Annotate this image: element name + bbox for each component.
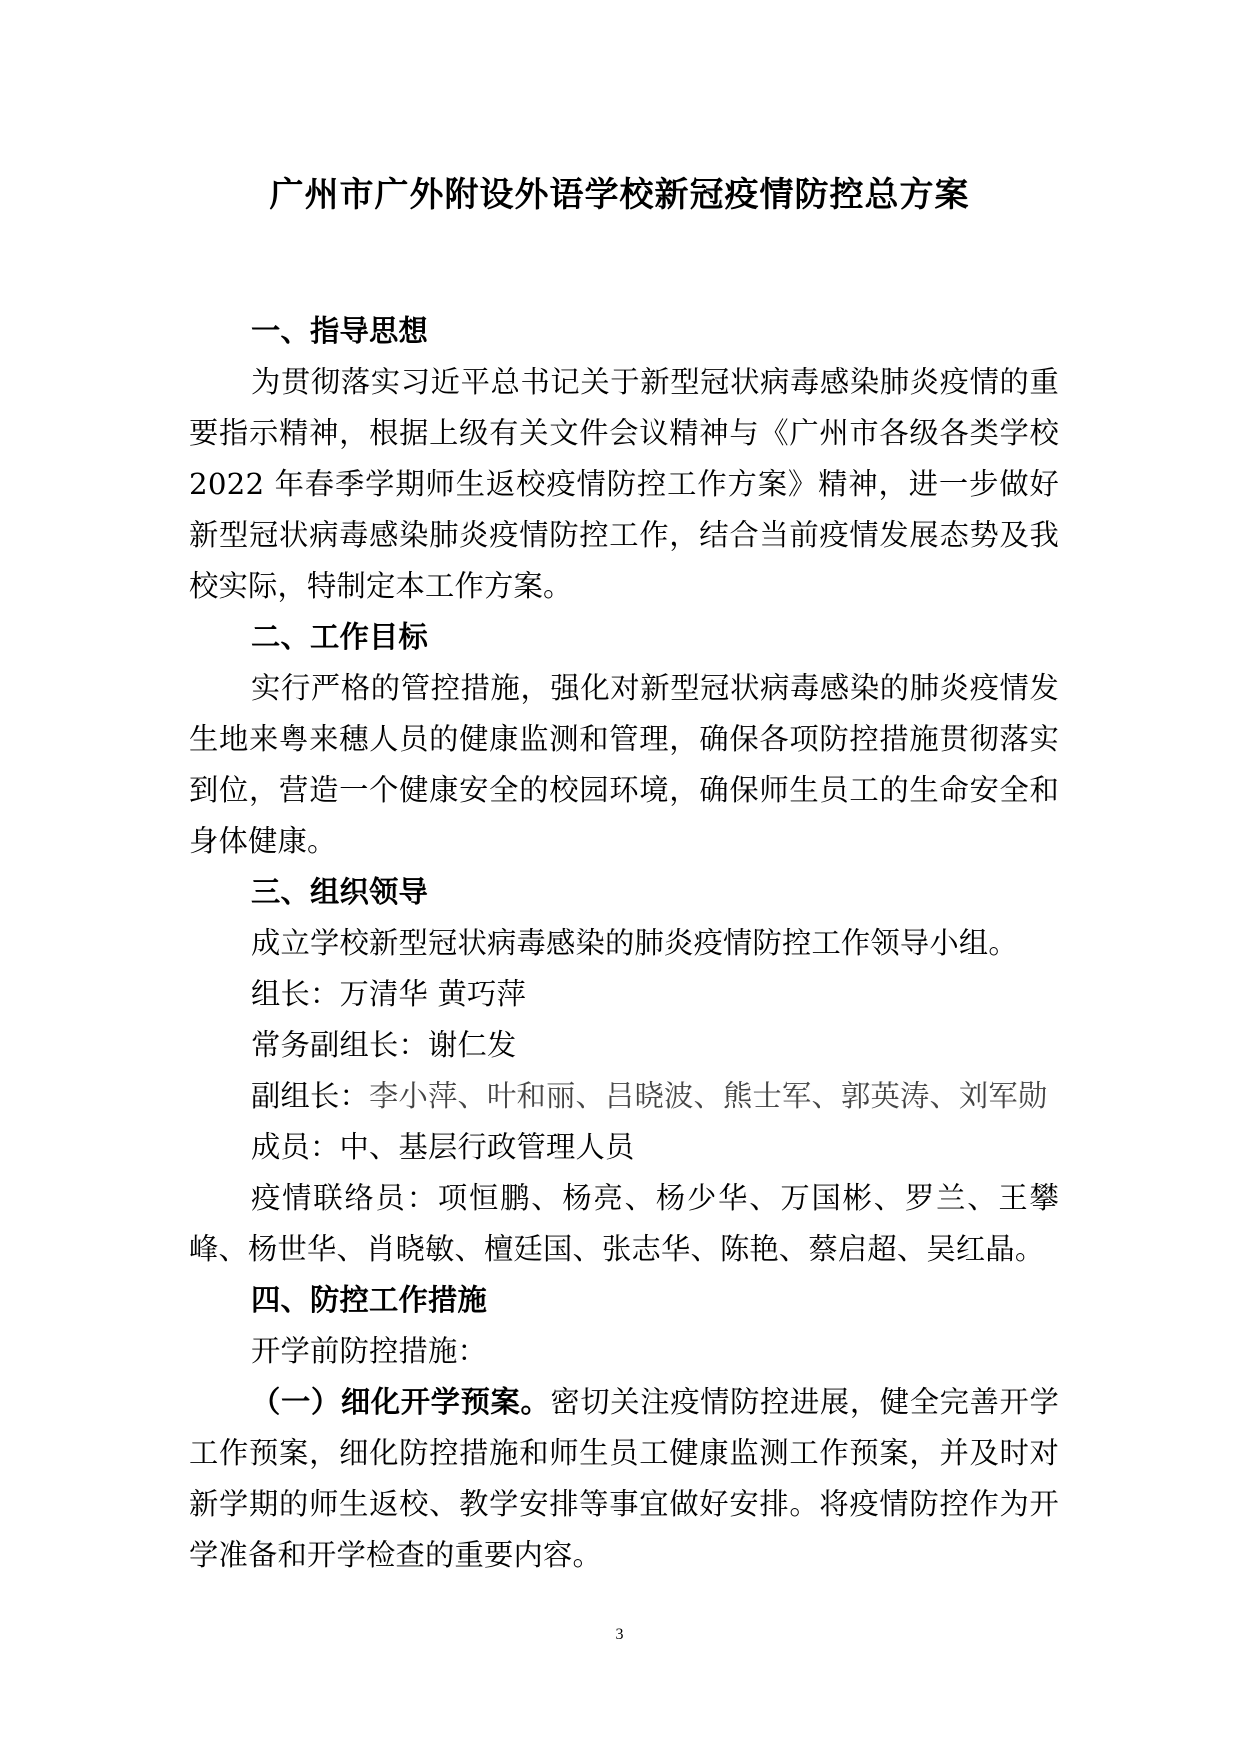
measures-subheading: 开学前防控措施：	[251, 1334, 487, 1368]
members-line	[189, 1122, 1059, 1173]
members-label: 成员：	[251, 1130, 340, 1164]
executive-deputy-label: 常务副组长：	[251, 1028, 428, 1062]
deputy-names: 李小萍、叶和丽、吕晓波、熊士军、郭英涛、刘军勋	[369, 1079, 1048, 1113]
section-heading-work-goals: 二、工作目标	[251, 620, 428, 654]
liaison-line	[189, 1173, 1059, 1275]
liaison-names: 项恒鹏、杨亮、杨少华、万国彬、罗兰、王攀峰、杨世华、肖晓敏、檀廷国、张志华、陈艳、蔡启超、吴红晶。	[189, 1181, 1060, 1266]
deputy-line	[189, 1071, 1059, 1122]
executive-deputy-names: 谢仁发	[427, 1028, 517, 1062]
organization-intro: 成立学校新型冠状病毒感染的肺炎疫情防控工作领导小组。	[251, 926, 1018, 960]
document-body	[189, 306, 1059, 1581]
members-names: 中、基层行政管理人员	[339, 1130, 635, 1164]
leader-line	[189, 969, 1059, 1020]
deputy-label: 副组长：	[251, 1079, 369, 1113]
section-heading-organization: 三、组织领导	[251, 875, 428, 909]
section-heading-guiding-ideology: 一、指导思想	[251, 314, 428, 348]
measure-item-1	[189, 1377, 1059, 1581]
document-title: 广州市广外附设外语学校新冠疫情防控总方案	[269, 175, 970, 215]
measure-item-1-lead: （一）细化开学预案。	[251, 1385, 551, 1419]
measure-item-1-text: 密切关注疫情防控进展，健全完善开学工作预案，细化防控措施和师生员工健康监测工作预案，并及时对新学期的师生返校、教学安排等事宜做好安排。将疫情防控作为开学准备和开学检查的重要内容。	[189, 1385, 1059, 1572]
page-number: 3	[615, 1626, 624, 1643]
leader-label: 组长：	[251, 977, 340, 1011]
section-text-guiding-ideology: 为贯彻落实习近平总书记关于新型冠状病毒感染肺炎疫情的重要指示精神，根据上级有关文件会议精神与《广州市各级各类学校 2022 年春季学期师生返校疫情防控工作方案》精神，进一步做好新型冠状病毒感染肺炎疫情防控工作，结合当前疫情发展态势及我校实际，特制定本工作方案。	[189, 365, 1059, 603]
section-heading-measures: 四、防控工作措施	[251, 1283, 487, 1317]
executive-deputy-line	[189, 1020, 1059, 1071]
leader-names: 万清华 黄巧萍	[339, 977, 526, 1011]
section-text-work-goals: 实行严格的管控措施，强化对新型冠状病毒感染的肺炎疫情发生地来粤来穗人员的健康监测和管理，确保各项防控措施贯彻落实到位，营造一个健康安全的校园环境，确保师生员工的生命安全和身体健康。	[189, 671, 1059, 858]
liaison-label: 疫情联络员：	[251, 1181, 438, 1215]
